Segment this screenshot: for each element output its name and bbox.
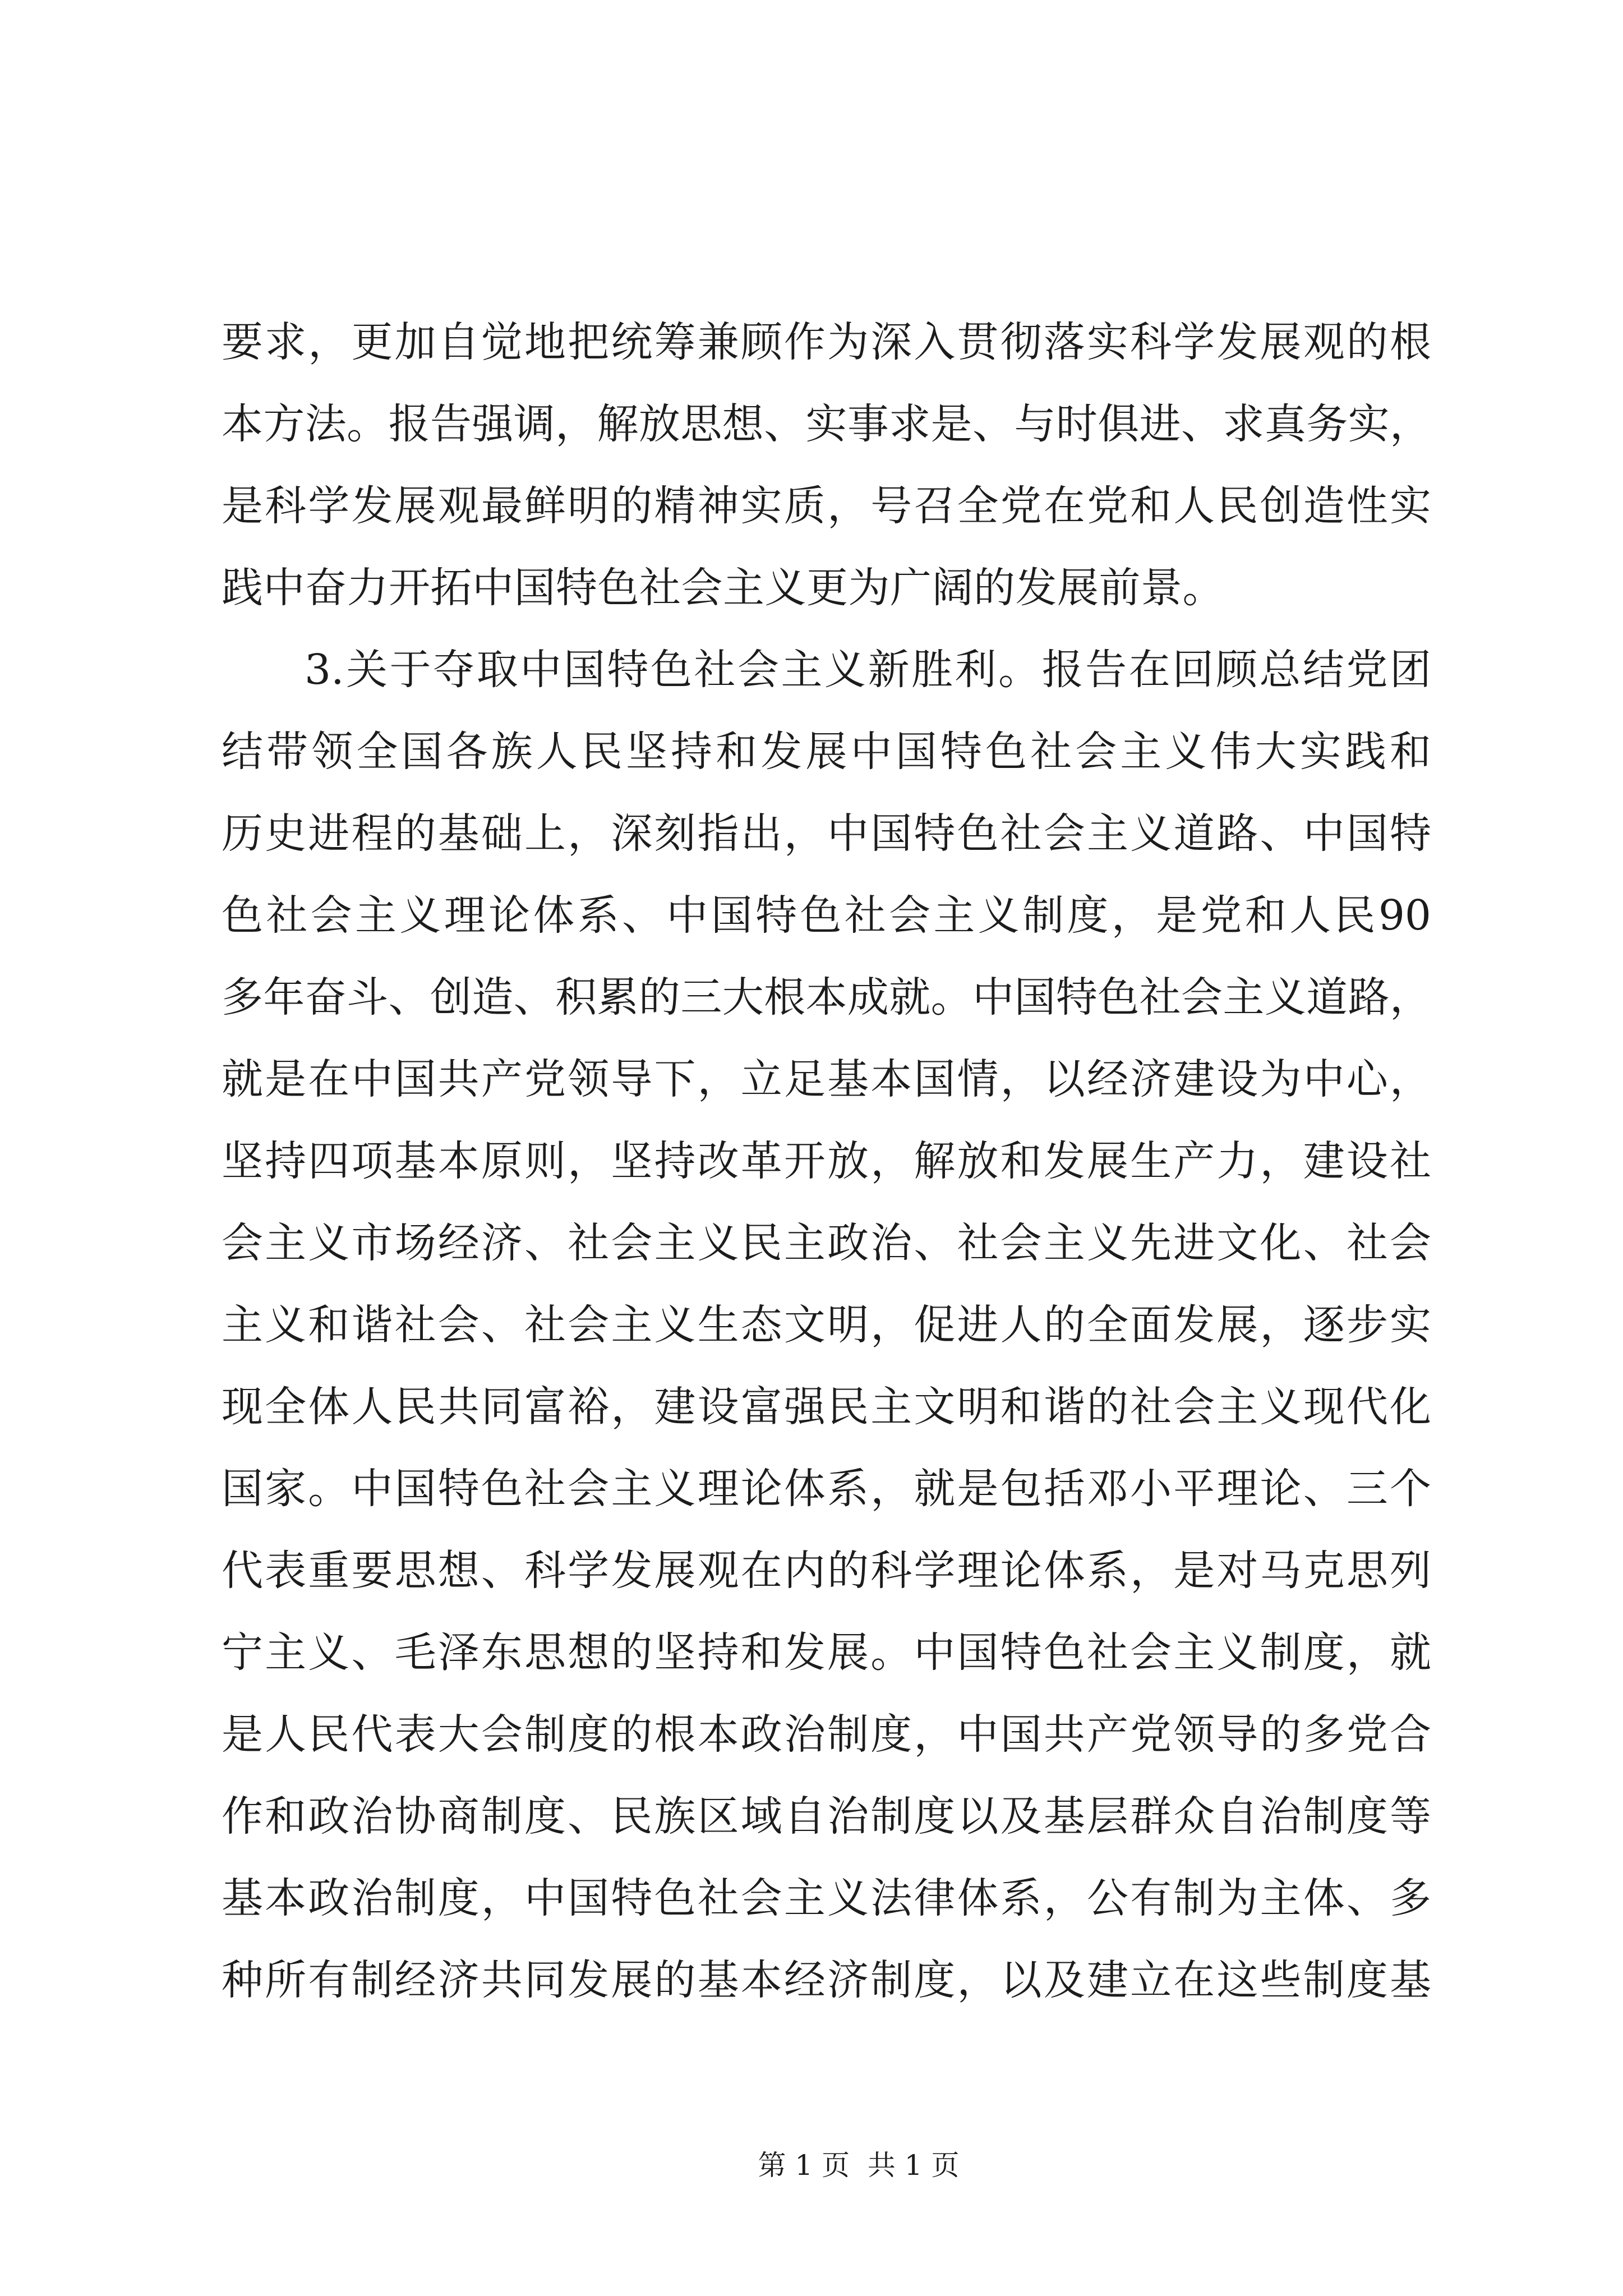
paragraph-continuation	[222, 301, 1431, 629]
text-line: 要求，更加自觉地把统筹兼顾作为深入贯彻落实科学发展观的根	[222, 318, 1431, 366]
text-line: 色社会主义理论体系、中国特色社会主义制度，是党和人民90	[222, 891, 1431, 940]
text-line: 国家。中国特色社会主义理论体系，就是包括邓小平理论、三个	[222, 1465, 1431, 1513]
text-line: 种所有制经济共同发展的基本经济制度，以及建立在这些制度基	[222, 1956, 1431, 2004]
text-line: 会主义市场经济、社会主义民主政治、社会主义先进文化、社会	[222, 1219, 1431, 1267]
text-line: 3.关于夺取中国特色社会主义新胜利。报告在回顾总结党团	[305, 646, 1431, 694]
text-line: 历史进程的基础上，深刻指出，中国特色社会主义道路、中国特	[222, 809, 1431, 858]
paragraph-section-3	[222, 629, 1431, 2021]
text-line: 主义和谐社会、社会主义生态文明，促进人的全面发展，逐步实	[222, 1301, 1431, 1349]
text-line: 代表重要思想、科学发展观在内的科学理论体系，是对马克思列	[222, 1547, 1431, 1595]
body-text	[222, 301, 1431, 2021]
text-line: 多年奋斗、创造、积累的三大根本成就。中国特色社会主义道路，	[222, 973, 1431, 1022]
text-line: 践中奋力开拓中国特色社会主义更为广阔的发展前景。	[222, 564, 1224, 612]
text-line: 宁主义、毛泽东思想的坚持和发展。中国特色社会主义制度，就	[222, 1628, 1431, 1677]
text-line: 结带领全国各族人民坚持和发展中国特色社会主义伟大实践和	[222, 728, 1431, 776]
text-line: 现全体人民共同富裕，建设富强民主文明和谐的社会主义现代化	[222, 1383, 1431, 1431]
text-line: 基本政治制度，中国特色社会主义法律体系，公有制为主体、多	[222, 1874, 1431, 1922]
text-line: 就是在中国共产党领导下，立足基本国情，以经济建设为中心，	[222, 1055, 1431, 1103]
page-footer: 第 1 页 共 1 页	[758, 2149, 960, 2182]
text-line: 作和政治协商制度、民族区域自治制度以及基层群众自治制度等	[222, 1792, 1431, 1841]
text-line: 坚持四项基本原则，坚持改革开放，解放和发展生产力，建设社	[222, 1137, 1431, 1185]
text-line: 是人民代表大会制度的根本政治制度，中国共产党领导的多党合	[222, 1710, 1431, 1759]
text-line: 是科学发展观最鲜明的精神实质，号召全党在党和人民创造性实	[222, 482, 1431, 530]
text-line: 本方法。报告强调，解放思想、实事求是、与时俱进、求真务实，	[222, 400, 1431, 448]
